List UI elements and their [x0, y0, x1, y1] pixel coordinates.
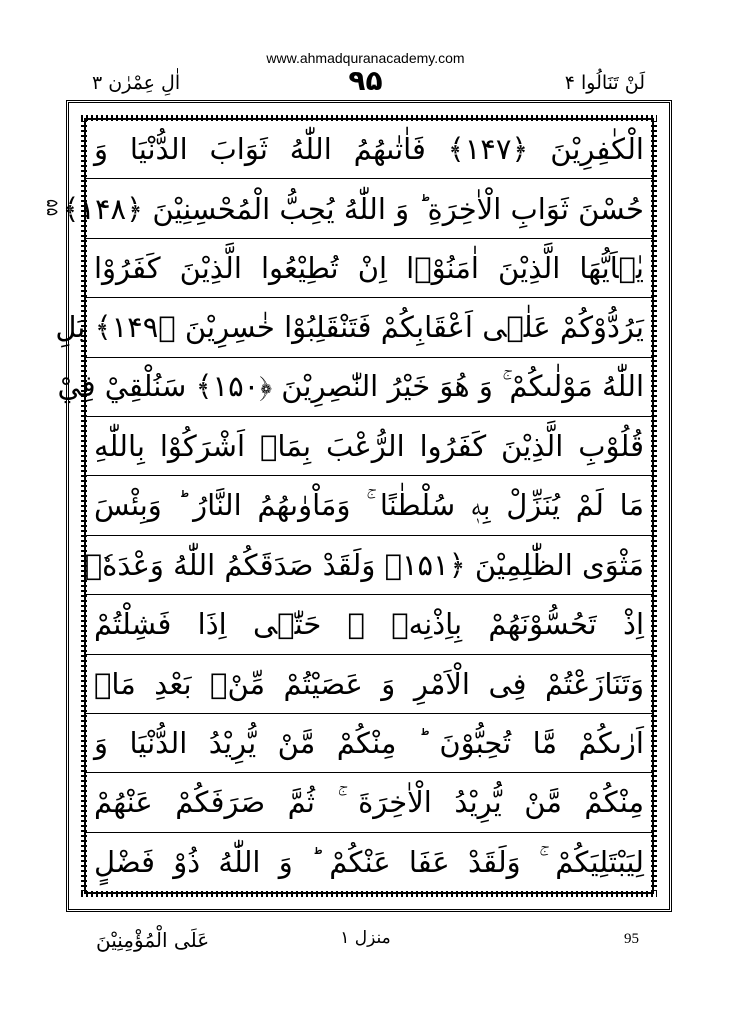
verse-line-text: مَا لَمْ يُنَزِّلْ بِهٖ سُلْطٰنًا ۚ وَمَاْوٰىهُمُ النَّارُ ؕ وَبِئْسَ: [94, 488, 644, 523]
verse-line-text: مِنْكُمْ مَّنْ يُّرِيْدُ الْاٰخِرَةَ ۚ ثُمَّ صَرَفَكُمْ عَنْهُمْ: [94, 785, 644, 820]
verse-line-text: اَرٰىكُمْ مَّا تُحِبُّوْنَ ؕ مِنْكُمْ مَّنْ يُّرِيْدُ الدُّنْيَا وَ: [94, 726, 644, 761]
juz-title: لَنْ تَنَالُوا ۴: [564, 72, 645, 94]
page-number-arabic: ۹۵: [348, 64, 383, 97]
verse-line: [86, 417, 652, 476]
verse-line: [86, 833, 652, 892]
verse-line: [86, 120, 652, 179]
verse-lines: [55, 120, 652, 892]
catchword: عَلَى الْمُؤْمِنِيْنَ: [96, 928, 210, 952]
ruku-margin-mark: ۵۵: [43, 199, 62, 217]
page-number: 95: [624, 931, 639, 947]
verse-line: [86, 476, 652, 535]
verse-line-text: حُسْنَ ثَوَابِ الْاٰخِرَةِ ؕ وَ اللّٰهُ يُحِبُّ الْمُحْسِنِيْنَ ﴿۱۴۸﴾: [62, 191, 644, 226]
verse-line: [86, 714, 652, 773]
verse-line-text: الْكٰفِرِيْنَ ﴿۱۴۷﴾ فَاٰتٰىهُمُ اللّٰهُ ثَوَابَ الدُّنْيَا وَ: [94, 132, 644, 167]
verse-line: [86, 655, 652, 714]
verse-line-text: قُلُوْبِ الَّذِيْنَ كَفَرُوا الرُّعْبَ بِمَاۤ اَشْرَكُوْا بِاللّٰهِ: [94, 429, 644, 464]
verse-line: [57, 358, 652, 417]
verse-line-text: اِذْ تَحُسُّوْنَهُمْ بِاِذْنِهٖ ۚ حَتّٰۤى اِذَا فَشِلْتُمْ: [94, 607, 644, 642]
verse-line: [62, 179, 652, 238]
verse-line-text: يَرُدُّوْكُمْ عَلٰۤى اَعْقَابِكُمْ فَتَنْقَلِبُوْا خٰسِرِيْنَ ﴿۱۴۹﴾ بَلِ: [55, 310, 644, 345]
verse-line: [86, 536, 652, 595]
verse-line: [55, 298, 652, 357]
verse-line-text: مَثْوَى الظّٰلِمِيْنَ ﴿۱۵۱﴾ وَلَقَدْ صَدَقَكُمُ اللّٰهُ وَعْدَهٗۤ: [84, 547, 644, 582]
verse-line: [86, 595, 652, 654]
manzil-label: منزل ۱: [340, 928, 391, 948]
verse-line-text: يٰۤاَيُّهَا الَّذِيْنَ اٰمَنُوْۤا اِنْ تُطِيْعُوا الَّذِيْنَ كَفَرُوْا: [94, 250, 644, 285]
verse-line: [86, 773, 652, 832]
verse-line-text: لِيَبْتَلِيَكُمْ ۚ وَلَقَدْ عَفَا عَنْكُمْ ؕ وَ اللّٰهُ ذُوْ فَضْلٍ: [94, 844, 644, 879]
verse-line-text: اللّٰهُ مَوْلٰىكُمْ ۚ وَ هُوَ خَيْرُ النّٰصِرِيْنَ ﴿۱۵۰﴾ سَنُلْقِيْ فِيْ: [57, 369, 644, 404]
website-url[interactable]: www.ahmadquranacademy.com: [266, 50, 465, 66]
verse-line: [86, 239, 652, 298]
surah-title: اٰلِ عِمْرٰن ۳: [92, 72, 181, 94]
verse-line-text: وَتَنَازَعْتُمْ فِى الْاَمْرِ وَ عَصَيْتُمْ مِّنْۢ بَعْدِ مَاۤ: [94, 666, 644, 701]
